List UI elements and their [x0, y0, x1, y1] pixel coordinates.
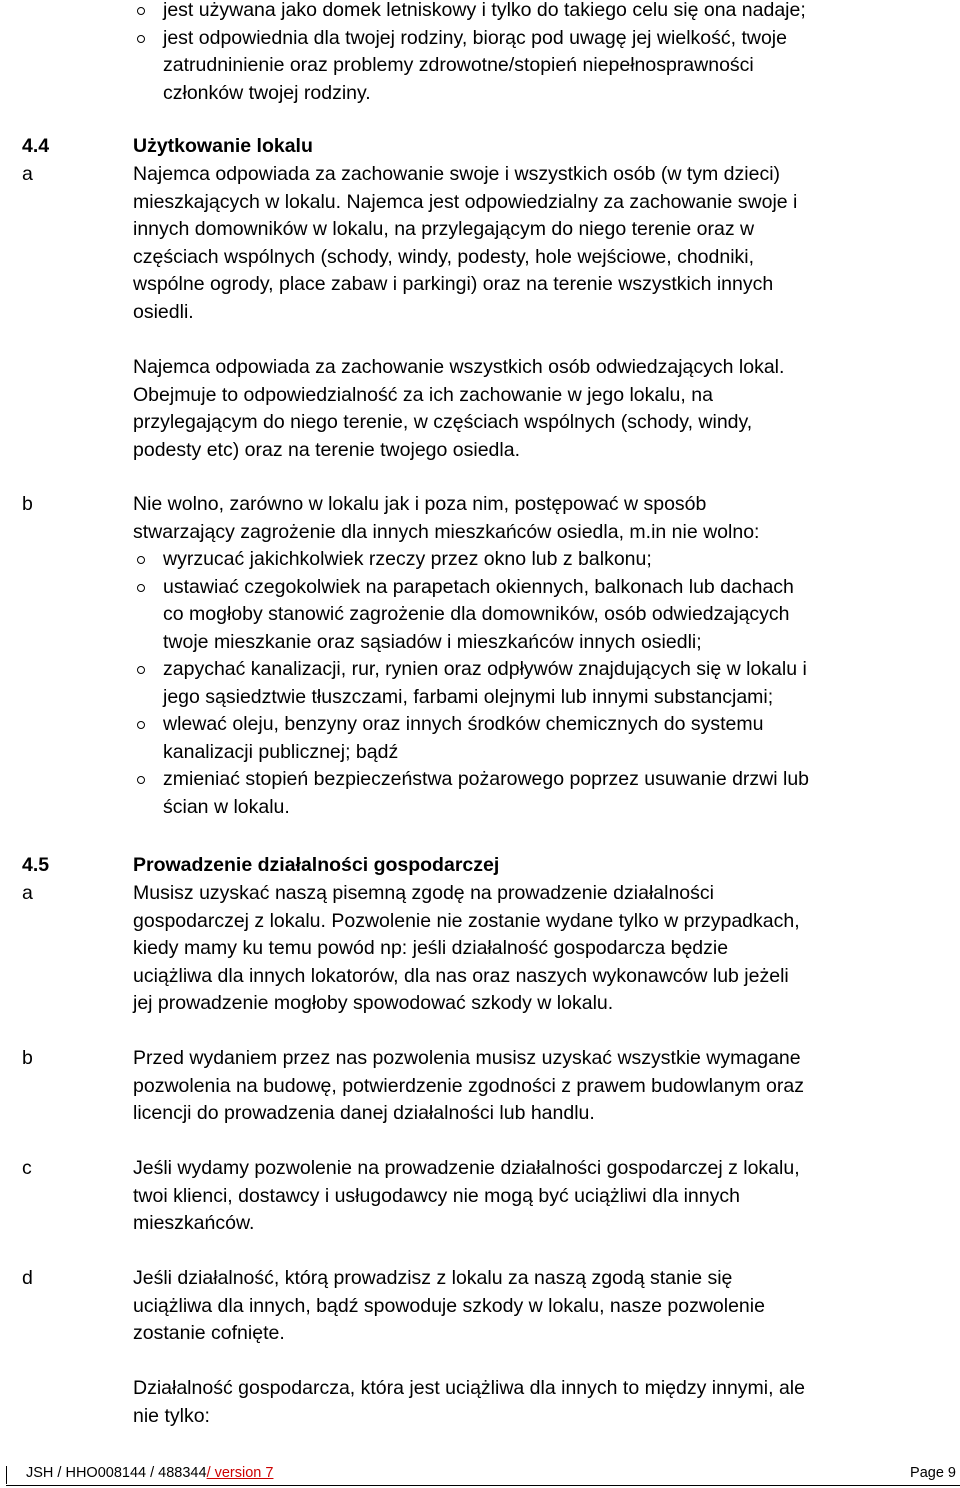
- clause-letter: b: [22, 493, 33, 515]
- list-item: [133, 766, 953, 821]
- list-item: [133, 25, 953, 108]
- text-line: Najemca odpowiada za zachowanie wszystkich osób odwiedzających lokal.: [133, 356, 785, 378]
- clause-text: [133, 880, 953, 1018]
- intro-bullet-list: [133, 0, 953, 107]
- text-line: licencji do prowadzenia danej działalności lub handlu.: [133, 1102, 595, 1124]
- reference-code: JSH / HHO008144 / 488344: [26, 1465, 207, 1481]
- text-line: kiedy mamy ku temu powód np: jeśli działalność gospodarcza będzie: [133, 937, 729, 959]
- clause-letter: c: [22, 1157, 32, 1179]
- section-number: 4.4: [22, 135, 50, 157]
- text-line: jej prowadzenie mogłoby spowodować szkody w lokalu.: [133, 992, 614, 1014]
- bullet-icon: [137, 776, 145, 784]
- bullet-text: jest używana jako domek letniskowy i tylko do takiego celu się ona nadaje;: [163, 0, 806, 21]
- bullet-icon: [137, 666, 145, 674]
- text-line: uciążliwa dla innych lokatorów, dla nas oraz naszych wykonawców lub jeżeli: [133, 964, 789, 987]
- clause-letter: a: [22, 163, 33, 185]
- clause-text: [133, 491, 953, 546]
- text-line: częściach wspólnych (schody, windy, podesty, hole wejściowe, chodniki,: [133, 245, 755, 268]
- page-footer: [0, 1462, 960, 1486]
- clause-text: [133, 1155, 953, 1238]
- bullet-text: kanalizacji publicznej; bądź: [163, 740, 399, 763]
- section-title: Użytkowanie lokalu: [133, 135, 313, 157]
- clause-text: [133, 161, 953, 326]
- bullet-text: ustawiać czegokolwiek na parapetach okiennych, balkonach lub dachach: [163, 575, 794, 598]
- text-line: zostanie cofnięte.: [133, 1322, 285, 1344]
- clause-letter: d: [22, 1267, 33, 1289]
- bullet-text: jest odpowiednia dla twojej rodziny, biorąc pod uwagę jej wielkość, twoje: [163, 26, 787, 49]
- text-line: innych domowników w lokalu, na przylegającym do niego terenie oraz w: [133, 218, 755, 240]
- bullet-icon: [137, 7, 145, 15]
- text-line: osiedli.: [133, 300, 194, 323]
- text-line: pozwolenia na budowę, potwierdzenie zgodności z prawem budowlanym oraz: [133, 1074, 804, 1097]
- bullet-text: członków twojej rodziny.: [163, 81, 371, 104]
- bullet-text: twoje mieszkanie oraz sąsiadów i mieszkańców innych osiedli;: [163, 630, 702, 653]
- text-line: Jeśli działalność, którą prowadzisz z lokalu za naszą zgodą stanie się: [133, 1267, 733, 1289]
- text-line: mieszkańców.: [133, 1212, 255, 1234]
- text-line: przylegającym do niego terenie, w częściach wspólnych (schody, windy,: [133, 411, 753, 433]
- text-line: Musisz uzyskać naszą pisemną zgodę na prowadzenie działalności: [133, 882, 714, 904]
- text-line: Przed wydaniem przez nas pozwolenia musisz uzyskać wszystkie wymagane: [133, 1047, 801, 1069]
- clause-letter: a: [22, 882, 33, 904]
- list-item: [133, 656, 953, 711]
- text-line: Nie wolno, zarówno w lokalu jak i poza nim, postępować w sposób: [133, 493, 707, 515]
- clause-text: [133, 354, 953, 464]
- bullet-text: co mogłoby stanowić zagrożenie dla domowników, osób odwiedzających: [163, 603, 790, 625]
- text-line: gospodarczej z lokalu. Pozwolenie nie zostanie wydane tylko w przypadkach,: [133, 909, 800, 932]
- page-number: Page 9: [910, 1465, 956, 1481]
- section-number: 4.5: [22, 854, 50, 876]
- text-line: Najemca odpowiada za zachowanie swoje i wszystkich osób (w tym dzieci): [133, 163, 781, 185]
- list-item: [133, 711, 953, 766]
- text-line: podesty etc) oraz na terenie twojego osiedla.: [133, 438, 520, 461]
- version-link[interactable]: / version 7: [206, 1465, 274, 1481]
- bullet-icon: [137, 584, 145, 592]
- list-item: [133, 574, 953, 657]
- clause-letter: b: [22, 1047, 33, 1069]
- list-item: [133, 546, 953, 574]
- text-line: Obejmuje to odpowiedzialność za ich zachowanie w jego lokalu, na: [133, 383, 713, 406]
- bullet-text: wlewać oleju, benzyny oraz innych środków chemicznych do systemu: [163, 713, 764, 735]
- bullet-icon: [137, 721, 145, 729]
- clause-text: [133, 1375, 953, 1430]
- text-line: stwarzający zagrożenie dla innych mieszkańców osiedla, m.in nie wolno:: [133, 520, 760, 543]
- document-reference: [26, 1465, 273, 1481]
- clause-text: [133, 1045, 953, 1128]
- text-line: wspólne ogrody, place zabaw i parkingi) oraz na terenie wszystkich innych: [133, 273, 774, 295]
- text-line: twoi klienci, dostawcy i usługodawcy nie mogą być uciążliwi dla innych: [133, 1184, 740, 1207]
- text-line: mieszkających w lokalu. Najemca jest odpowiedzialny za zachowanie swoje i: [133, 190, 798, 213]
- section-title: Prowadzenie działalności gospodarczej: [133, 854, 500, 876]
- text-line: nie tylko:: [133, 1404, 210, 1427]
- list-item: [133, 0, 953, 25]
- clause-text: [133, 1265, 953, 1348]
- bullet-icon: [137, 556, 145, 564]
- text-line: Działalność gospodarcza, która jest uciążliwa dla innych to między innymi, ale: [133, 1377, 805, 1399]
- bullet-text: zatrudninienie oraz problemy zdrowotne/stopień niepełnosprawności: [163, 54, 754, 76]
- text-line: uciążliwa dla innych, bądź spowoduje szkody w lokalu, nasze pozwolenie: [133, 1294, 765, 1317]
- bullet-text: jego sąsiedztwie tłuszczami, farbami olejnymi lub innymi substancjami;: [163, 685, 774, 708]
- bullet-text: wyrzucać jakichkolwiek rzeczy przez okno lub z balkonu;: [163, 548, 652, 570]
- footer-divider: [6, 1466, 7, 1484]
- bullet-text: zmieniać stopień bezpieczeństwa pożarowego poprzez usuwanie drzwi lub: [163, 768, 810, 790]
- prohibitions-list: [133, 546, 953, 821]
- text-line: Jeśli wydamy pozwolenie na prowadzenie działalności gospodarczej z lokalu,: [133, 1157, 800, 1179]
- bullet-text: ścian w lokalu.: [163, 795, 290, 818]
- bullet-text: zapychać kanalizacji, rur, rynien oraz odpływów znajdujących się w lokalu i: [163, 658, 807, 680]
- footer-rule: [6, 1485, 960, 1486]
- bullet-icon: [137, 35, 145, 43]
